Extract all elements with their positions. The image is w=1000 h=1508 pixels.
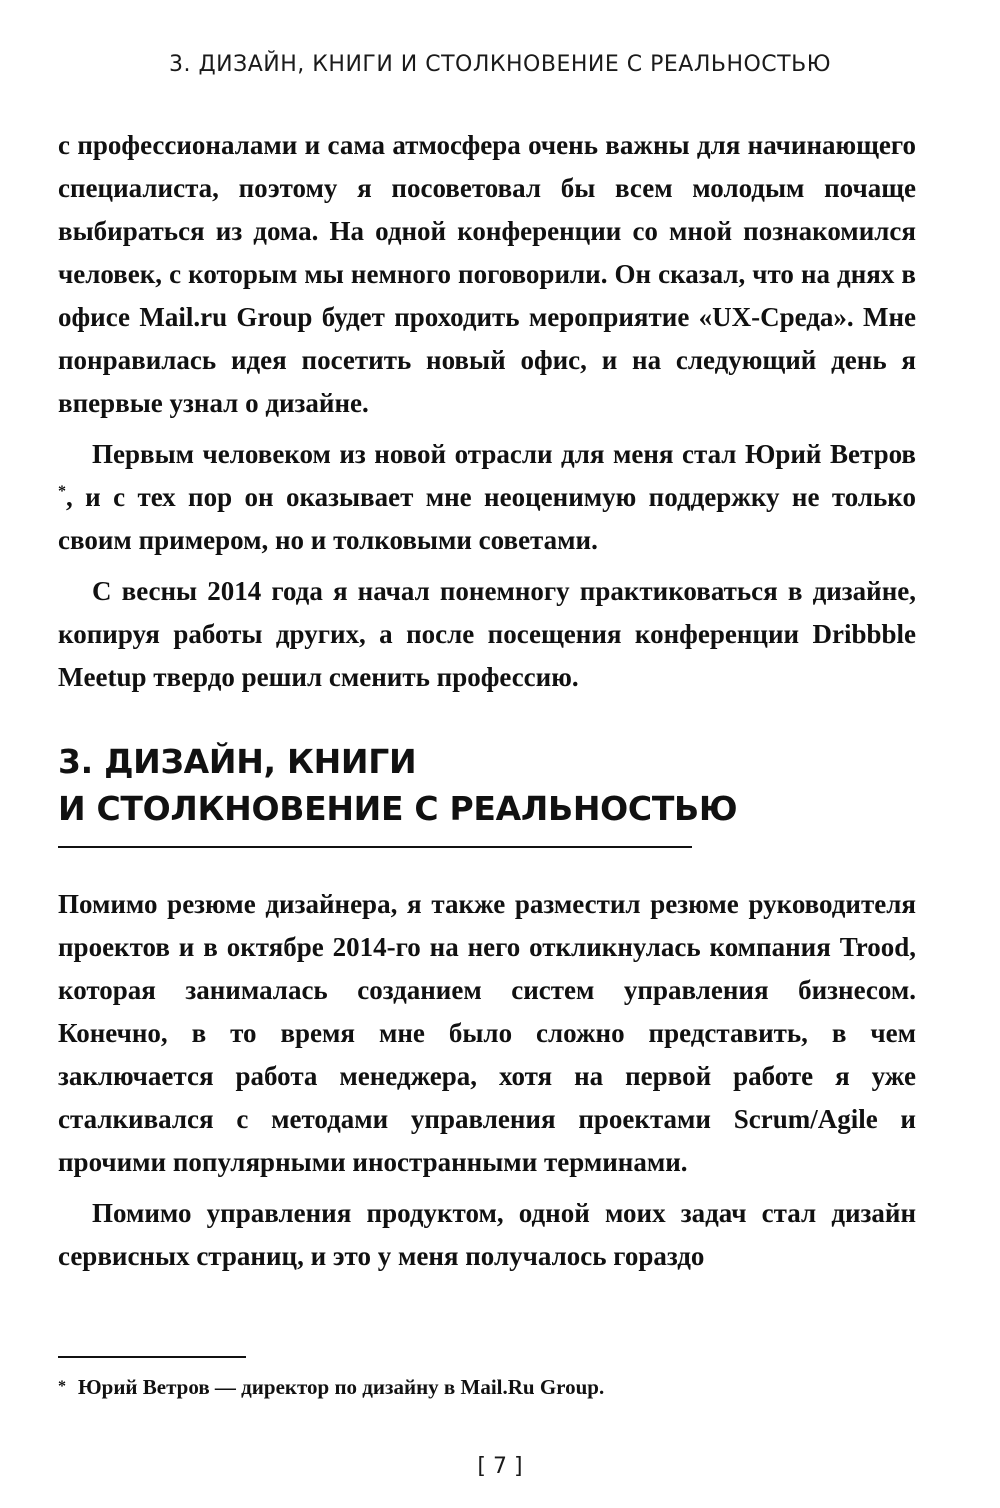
heading-underline bbox=[58, 846, 692, 848]
paragraph bbox=[58, 433, 916, 562]
footnote-marker: * bbox=[58, 1378, 66, 1395]
paragraph: Помимо управления продуктом, одной моих задач стал дизайн сервисных страниц, и это у меня получалось гораздо bbox=[58, 1198, 916, 1271]
text-block-top bbox=[58, 124, 916, 699]
footnote bbox=[58, 1373, 918, 1401]
running-head: 3. ДИЗАЙН, КНИГИ И СТОЛКНОВЕНИЕ С РЕАЛЬНОСТЬЮ bbox=[169, 52, 831, 77]
paragraph: С весны 2014 года я начал понемногу практиковаться в дизайне, копируя работы других, а после посещения конференции Dribbble Meetup твердо решил сменить профессию. bbox=[58, 576, 916, 692]
footnote-divider bbox=[58, 1356, 246, 1358]
paragraph-text: , и с тех пор он оказывает мне неоценимую поддержку не только своим примером, но и толковыми советами. bbox=[58, 482, 916, 555]
paragraph: с профессионалами и сама атмосфера очень важны для начинающего специалиста, поэтому я посоветовал бы всем молодым почаще выбираться из дома. На одной конференции со мной познакомился человек, с которым мы немного поговорили. Он сказал, что на днях в офисе Mail.ru Group будет проходить мероприятие «UX-Среда». Мне понравилась идея посетить новый офис, и на следующий день я впервые узнал о дизайне. bbox=[58, 130, 916, 418]
page-number: [ 7 ] bbox=[477, 1454, 523, 1479]
section-heading-line-1: 3. ДИЗАЙН, КНИГИ bbox=[58, 742, 417, 781]
section-heading bbox=[58, 738, 918, 832]
paragraph-text: Первым человеком из новой отрасли для меня стал Юрий Ветров bbox=[92, 439, 916, 469]
section-heading-line-2: И СТОЛКНОВЕНИЕ С РЕАЛЬНОСТЬЮ bbox=[58, 789, 738, 828]
text-block-bottom bbox=[58, 883, 916, 1278]
paragraph: Помимо резюме дизайнера, я также разместил резюме руководителя проектов и в октябре 2014-го на него откликнулась компания Trood, которая занималась созданием систем управления бизнесом. Конечно, в то время мне было сложно представить, в чем заключается работа менеджера, хотя на первой работе я уже сталкивался с методами управления проектами Scrum/Agile и прочими популярными иностранными терминами. bbox=[58, 889, 916, 1177]
footnote-text: Юрий Ветров — директор по дизайну в Mail.Ru Group. bbox=[78, 1375, 605, 1399]
footnote-marker: * bbox=[58, 483, 66, 500]
